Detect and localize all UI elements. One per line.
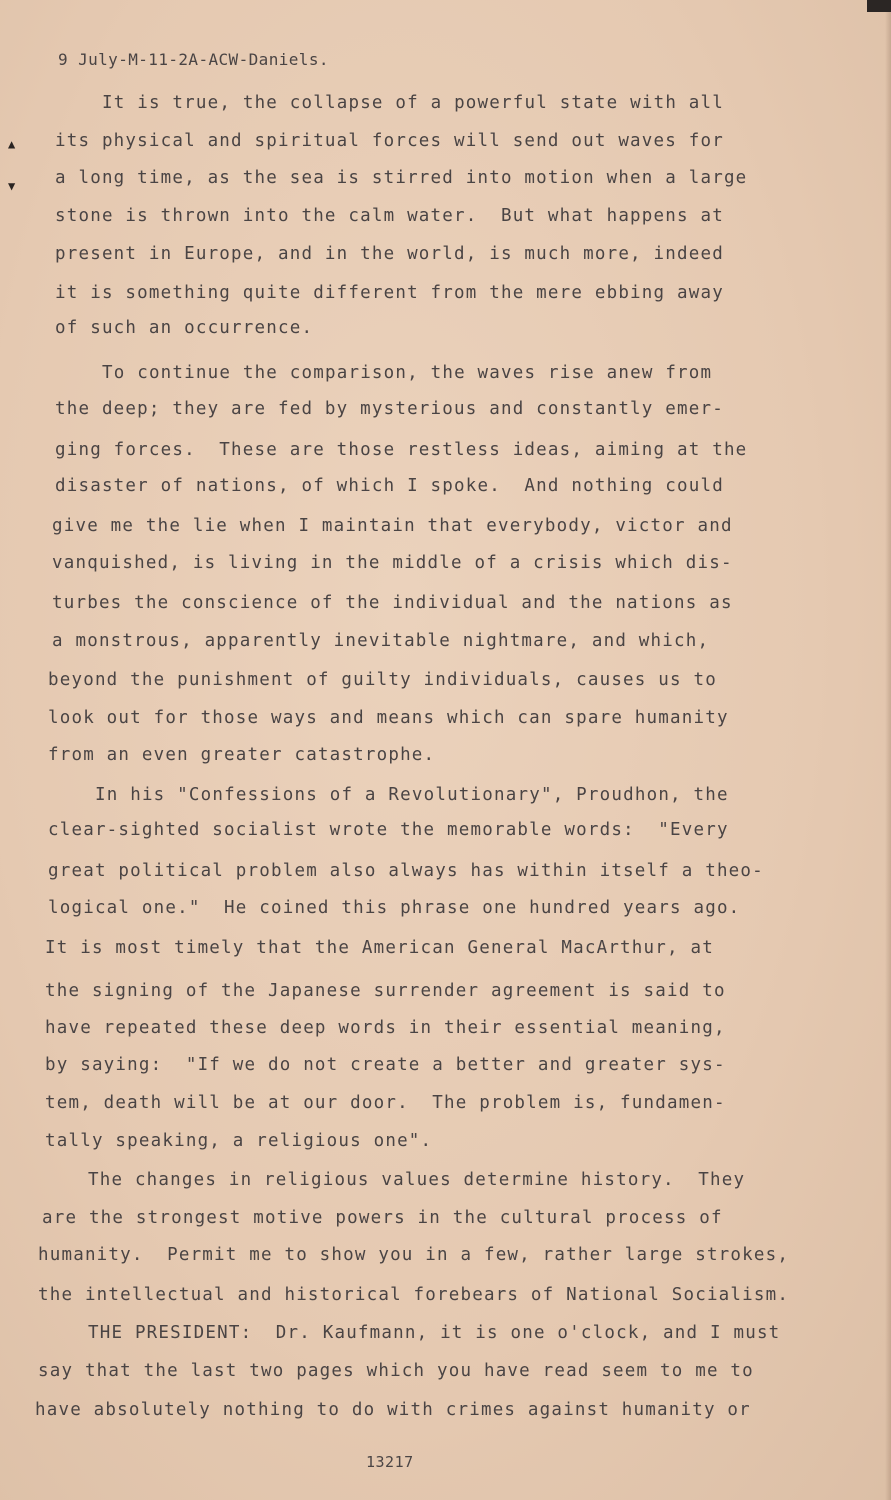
margin-mark-top: ▲: [8, 137, 16, 151]
text-line: are the strongest motive powers in the cultural process of: [42, 1208, 723, 1228]
text-line: tally speaking, a religious one".: [45, 1131, 433, 1151]
text-line: its physical and spiritual forces will send out waves for: [55, 131, 724, 151]
text-line: the deep; they are fed by mysterious and constantly emer-: [55, 399, 724, 419]
text-line: disaster of nations, of which I spoke. And nothing could: [55, 476, 724, 496]
text-line: it is something quite different from the mere ebbing away: [55, 283, 724, 303]
text-line: have absolutely nothing to do with crimes against humanity or: [35, 1400, 751, 1420]
text-line: It is true, the collapse of a powerful state with all: [102, 93, 725, 113]
text-line: To continue the comparison, the waves rise anew from: [102, 363, 713, 383]
text-line: It is most timely that the American General MacArthur, at: [45, 938, 714, 958]
text-line: the intellectual and historical forebears of National Socialism.: [38, 1285, 790, 1305]
text-line: In his "Confessions of a Revolutionary", Proudhon, the: [95, 785, 729, 805]
text-line: clear-sighted socialist wrote the memorable words: "Every: [48, 820, 729, 840]
text-line: by saying: "If we do not create a better and greater sys-: [45, 1055, 726, 1075]
text-line: tem, death will be at our door. The problem is, fundamen-: [45, 1093, 726, 1113]
text-line: look out for those ways and means which can spare humanity: [48, 708, 729, 728]
margin-mark-bottom: ▼: [8, 179, 16, 193]
text-line: beyond the punishment of guilty individuals, causes us to: [48, 670, 717, 690]
text-line: from an even greater catastrophe.: [48, 745, 436, 765]
text-line: the signing of the Japanese surrender agreement is said to: [45, 981, 726, 1001]
text-line: a monstrous, apparently inevitable nightmare, and which,: [52, 631, 710, 651]
text-line: humanity. Permit me to show you in a few, rather large strokes,: [38, 1245, 790, 1265]
document-header: 9 July-M-11-2A-ACW-Daniels.: [58, 50, 329, 69]
text-line: say that the last two pages which you have read seem to me to: [38, 1361, 754, 1381]
text-line: great political problem also always has within itself a theo-: [48, 861, 764, 881]
text-line: present in Europe, and in the world, is much more, indeed: [55, 244, 724, 264]
text-line: ging forces. These are those restless ideas, aiming at the: [55, 440, 748, 460]
text-line: stone is thrown into the calm water. But what happens at: [55, 206, 724, 226]
page-edge-shadow: [885, 0, 891, 1500]
text-line: vanquished, is living in the middle of a crisis which dis-: [52, 553, 733, 573]
page-number: 13217: [366, 1453, 414, 1471]
text-line: logical one." He coined this phrase one hundred years ago.: [48, 898, 741, 918]
text-line: give me the lie when I maintain that everybody, victor and: [52, 516, 733, 536]
text-line: turbes the conscience of the individual and the nations as: [52, 593, 733, 613]
text-line: of such an occurrence.: [55, 318, 314, 338]
text-line: THE PRESIDENT: Dr. Kaufmann, it is one o'clock, and I must: [88, 1323, 781, 1343]
text-line: a long time, as the sea is stirred into motion when a large: [55, 168, 748, 188]
text-line: The changes in religious values determine history. They: [88, 1170, 746, 1190]
text-line: have repeated these deep words in their essential meaning,: [45, 1018, 726, 1038]
scan-corner: [867, 0, 891, 12]
